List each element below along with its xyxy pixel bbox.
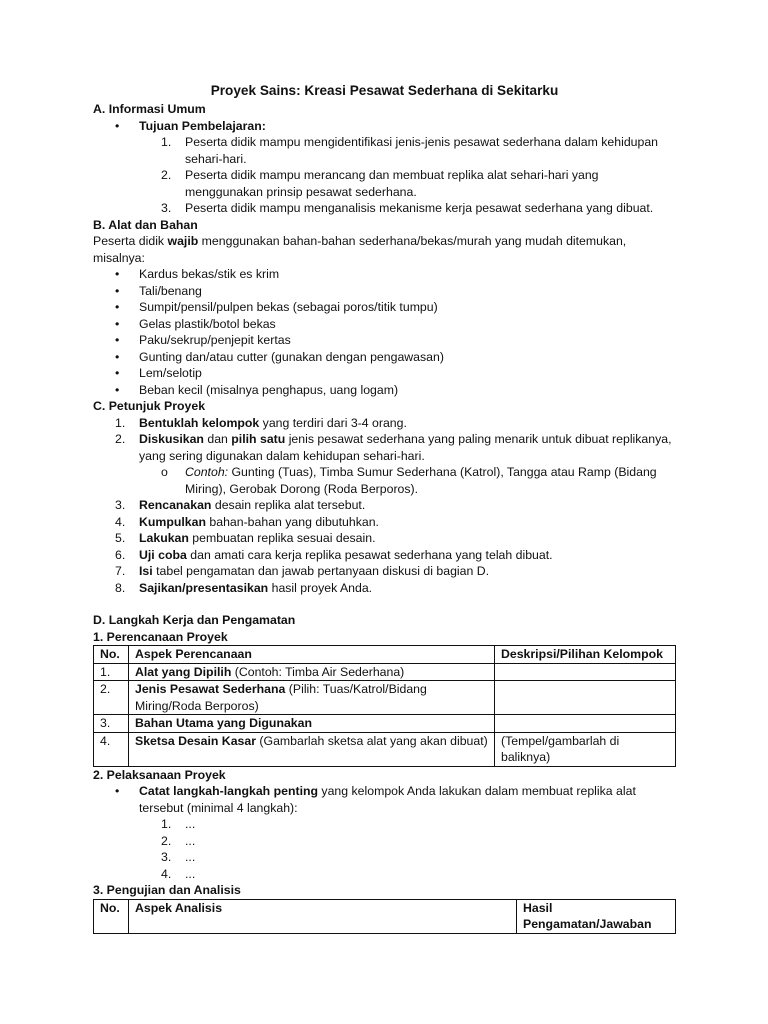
subsection-2-heading: 2. Pelaksanaan Proyek — [93, 767, 226, 782]
example-item — [93, 464, 676, 497]
list-item — [93, 866, 676, 883]
list-number: 8. — [115, 580, 126, 595]
document-content — [93, 82, 676, 934]
material-item: Sumpit/pensil/pulpen bekas (sebagai poros/titik tumpu) — [139, 300, 438, 314]
cell-bold: Bahan Utama yang Digunakan — [135, 716, 312, 730]
list-item — [93, 283, 676, 300]
table-cell-answer[interactable]: (Tempel/gambarlah di baliknya) — [495, 732, 676, 766]
bullet-icon: • — [115, 300, 120, 314]
instruction-text: yang kelompok Anda lakukan dalam membuat replika alat tersebut (minimal 4 langkah): — [139, 784, 636, 815]
list-number: 6. — [115, 547, 126, 562]
section-b-intro — [93, 233, 676, 266]
list-number: 4. — [115, 514, 126, 529]
list-item — [93, 580, 676, 597]
list-item — [93, 849, 676, 866]
step-bold: Lakukan — [139, 531, 189, 545]
spacer — [93, 596, 676, 612]
list-item — [93, 332, 676, 349]
circle-bullet-icon: o — [161, 465, 168, 479]
list-number: 3. — [115, 498, 126, 512]
table-header-row — [94, 899, 676, 933]
list-number: 1. — [161, 817, 172, 831]
table-cell-answer[interactable] — [495, 715, 676, 733]
section-c-heading: C. Petunjuk Proyek — [93, 399, 206, 413]
subsection-3-heading: 3. Pengujian dan Analisis — [93, 883, 241, 897]
placeholder-text: ... — [185, 817, 196, 831]
list-number: 2. — [161, 168, 172, 182]
cell-bold: Sketsa Desain Kasar — [135, 733, 256, 748]
table-header-cell: Deskripsi/Pilihan Kelompok — [495, 646, 676, 664]
cell-bold: Alat yang Dipilih — [135, 664, 232, 679]
list-number: 2. — [161, 833, 172, 848]
step-text: yang terdiri dari 3-4 orang. — [259, 415, 407, 430]
list-item — [93, 415, 676, 432]
list-number: 5. — [115, 531, 126, 545]
list-number: 7. — [115, 564, 126, 578]
section-a-heading: A. Informasi Umum — [93, 102, 206, 116]
table-header-cell: Hasil Pengamatan/Jawaban — [517, 899, 676, 933]
bullet-icon: • — [115, 283, 120, 298]
material-item: Lem/selotip — [139, 366, 202, 380]
table-header-cell: Aspek Analisis — [129, 899, 517, 933]
analysis-table — [93, 899, 676, 934]
bullet-icon: • — [115, 349, 120, 364]
list-item — [93, 299, 676, 316]
list-number: 1. — [115, 415, 126, 430]
bullet-icon: • — [115, 267, 120, 281]
subsection-1-heading: 1. Perencanaan Proyek — [93, 629, 228, 644]
material-item: Tali/benang — [139, 283, 202, 298]
step-bold: pilih satu — [231, 432, 286, 446]
table-header-cell: No. — [94, 646, 129, 664]
table-cell: 2. — [94, 681, 129, 715]
table-cell: 1. — [94, 663, 129, 681]
step-bold: Isi — [139, 564, 153, 578]
placeholder-text: ... — [185, 850, 196, 864]
step-text: hasil proyek Anda. — [268, 580, 373, 595]
list-number: 3. — [161, 850, 172, 864]
planning-table — [93, 645, 676, 767]
material-item: Gunting dan/atau cutter (gunakan dengan pengawasan) — [139, 349, 444, 364]
example-text: Gunting (Tuas), Timba Sumur Sederhana (Katrol), Tangga atau Ramp (Bidang Miring), Gerobak Dorong (Roda Berporos). — [185, 465, 657, 496]
step-text: dan — [203, 432, 232, 446]
table-cell: 4. — [94, 732, 129, 766]
material-item: Kardus bekas/stik es krim — [139, 267, 280, 281]
placeholder-text: ... — [185, 833, 196, 848]
goals-label: Tujuan Pembelajaran: — [139, 118, 266, 133]
step-text: desain replika alat tersebut. — [211, 498, 366, 512]
table-cell — [129, 732, 495, 766]
intro-bold: wajib — [167, 234, 199, 248]
goal-text: Peserta didik mampu merancang dan membuat replika alat sehari-hari yang menggunakan prinsip pesawat sederhana. — [185, 168, 599, 199]
list-item — [93, 266, 676, 283]
table-row — [94, 715, 676, 733]
goal-text: Peserta didik mampu menganalisis mekanisme kerja pesawat sederhana yang dibuat. — [185, 201, 654, 215]
list-item — [93, 118, 676, 135]
intro-text: Peserta didik — [93, 234, 168, 248]
cell-bold: Jenis Pesawat Sederhana — [135, 682, 286, 696]
list-item — [93, 134, 676, 167]
table-cell: 3. — [94, 715, 129, 733]
material-item: Beban kecil (misalnya penghapus, uang logam) — [139, 382, 399, 397]
bullet-icon: • — [115, 366, 120, 380]
step-bold: Diskusikan — [139, 432, 204, 446]
list-item — [93, 833, 676, 850]
cell-text: (Contoh: Timba Air Sederhana) — [231, 664, 405, 679]
document-title: Proyek Sains: Kreasi Pesawat Sederhana di Sekitarku — [210, 83, 559, 98]
intro-text: menggunakan bahan-bahan sederhana/bekas/murah yang mudah ditemukan, misalnya: — [93, 234, 627, 265]
section-b-heading: B. Alat dan Bahan — [93, 217, 198, 232]
material-item: Gelas plastik/botol bekas — [139, 316, 276, 331]
list-item — [93, 563, 676, 580]
step-text: bahan-bahan yang dibutuhkan. — [205, 514, 379, 529]
step-text: pembuatan replika sesuai desain. — [188, 531, 376, 545]
table-cell — [129, 663, 495, 681]
table-row — [94, 681, 676, 715]
list-item — [93, 200, 676, 217]
list-item — [93, 349, 676, 366]
placeholder-text: ... — [185, 866, 196, 881]
table-row — [94, 732, 676, 766]
bullet-icon: • — [115, 316, 120, 331]
list-item — [93, 514, 676, 531]
example-label: Contoh: — [185, 465, 229, 479]
table-cell — [129, 715, 495, 733]
table-header-cell: No. — [94, 899, 129, 933]
table-row — [94, 663, 676, 681]
cell-text: (Pilih: Tuas/Katrol/Bidang Miring/Roda Berporos) — [135, 682, 427, 713]
step-bold: Sajikan/presentasikan — [139, 580, 269, 595]
step-text: dan amati cara kerja replika pesawat sederhana yang telah dibuat. — [186, 547, 553, 562]
section-d-heading: D. Langkah Kerja dan Pengamatan — [93, 613, 296, 627]
list-item — [93, 167, 676, 200]
list-number: 4. — [161, 866, 172, 881]
list-item — [93, 431, 676, 464]
list-number: 2. — [115, 432, 126, 446]
bullet-icon: • — [115, 784, 120, 798]
instruction-bold: Catat langkah-langkah penting — [139, 784, 319, 798]
step-text: jenis pesawat sederhana yang paling menarik untuk dibuat replikanya, yang sering digunakan dalam kehidupan sehari-hari. — [139, 432, 672, 463]
table-cell-answer[interactable] — [495, 681, 676, 715]
list-item — [93, 316, 676, 333]
list-item — [93, 497, 676, 514]
table-cell-answer[interactable] — [495, 663, 676, 681]
list-item — [93, 365, 676, 382]
bullet-icon: • — [115, 118, 120, 133]
list-item — [93, 530, 676, 547]
table-header-row — [94, 646, 676, 664]
bullet-icon: • — [115, 333, 120, 347]
list-item — [93, 816, 676, 833]
list-item — [93, 783, 676, 816]
list-number: 1. — [161, 135, 172, 149]
step-bold: Kumpulkan — [139, 514, 206, 529]
step-text: tabel pengamatan dan jawab pertanyaan diskusi di bagian D. — [152, 564, 490, 578]
bullet-icon: • — [115, 382, 120, 397]
list-number: 3. — [161, 201, 172, 215]
step-bold: Rencanakan — [139, 498, 212, 512]
goal-text: Peserta didik mampu mengidentifikasi jenis-jenis pesawat sederhana dalam kehidupan sehari-hari. — [185, 135, 659, 166]
list-item — [93, 547, 676, 564]
cell-text: (Gambarlah sketsa alat yang akan dibuat) — [256, 733, 488, 748]
step-bold: Bentuklah kelompok — [139, 415, 260, 430]
list-item — [93, 382, 676, 399]
table-header-cell: Aspek Perencanaan — [129, 646, 495, 664]
table-cell — [129, 681, 495, 715]
step-bold: Uji coba — [139, 547, 187, 562]
material-item: Paku/sekrup/penjepit kertas — [139, 333, 291, 347]
